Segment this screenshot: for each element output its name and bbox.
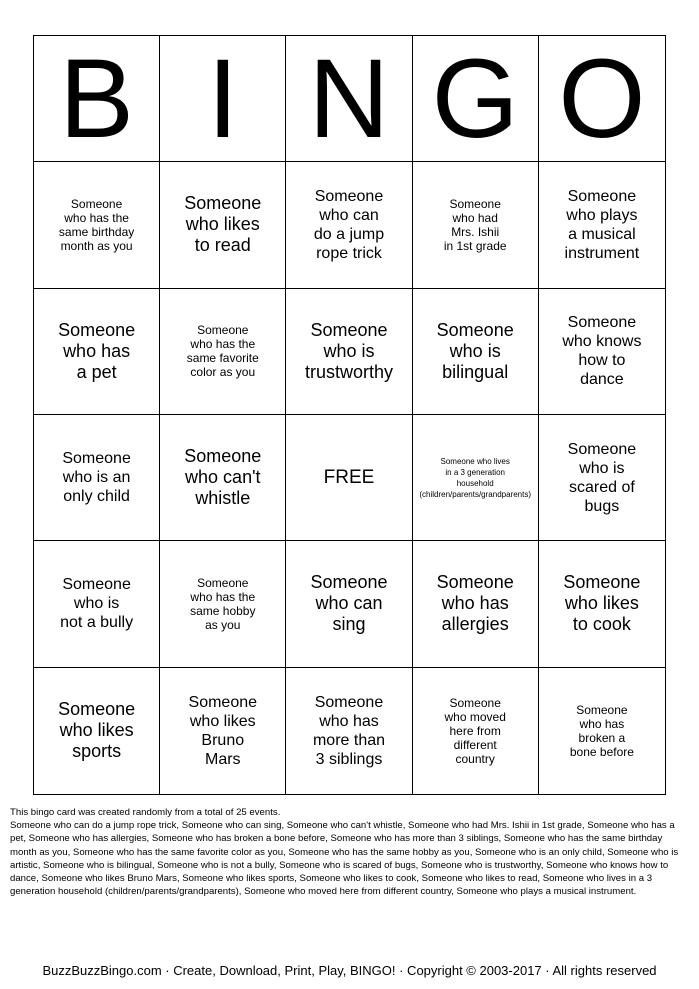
notes-events-list: Someone who can do a jump rope trick, Someone who can sing, Someone who can't whistle, Someone who had Mrs. Ishii in 1st grade, Someone who has a pet, Someone who has allergies, Someone who has broken a bone before, Someone who has more than 3 siblings, Someone who has the same birthday month as you, Someone who has the same favorite color as you, Someone who has the same hobby as you, Someone who is an only child, Someone who is artistic, Someone who is bilingual, Someone who is not a bully, Someone who is scared of bugs, Someone who is trustworthy, Someone who knows how to dance, Someone who likes Bruno Mars, Someone who likes sports, Someone who likes to cook, Someone who likes to read, Someone who lives in a 3 generation household (children/parents/grandparents), Someone who moved here from different country, Someone who plays a musical instrument. [10, 820, 679, 898]
bingo-cell [286, 162, 412, 288]
bingo-cell [286, 289, 412, 415]
bingo-cell [539, 162, 665, 288]
cell-text: Someone who can do a jump rope trick [313, 187, 385, 262]
free-space [286, 415, 412, 541]
bingo-cell [34, 541, 160, 667]
cell-text: Someone who has allergies [436, 572, 514, 635]
header-o: O [539, 36, 665, 162]
bingo-cell [160, 415, 286, 541]
cell-text: Someone who likes sports [58, 699, 136, 762]
cell-text: Someone who is scared of bugs [567, 440, 637, 515]
bingo-cell [539, 541, 665, 667]
header-g: G [413, 36, 539, 162]
bingo-cell [160, 668, 286, 794]
cell-text: Someone who has more than 3 siblings [312, 693, 386, 768]
bingo-cell [539, 415, 665, 541]
cell-text: Someone who is not a bully [60, 576, 134, 632]
bingo-cell [160, 289, 286, 415]
cell-text: Someone who plays a musical instrument [564, 187, 640, 262]
cell-text: Someone who can sing [310, 572, 388, 635]
cell-text: Someone who likes to read [184, 193, 262, 256]
cell-text: FREE [323, 466, 375, 488]
bingo-cell [34, 415, 160, 541]
cell-text: Someone who had Mrs. Ishii in 1st grade [443, 196, 507, 253]
bingo-cell [160, 162, 286, 288]
bingo-cell [34, 162, 160, 288]
bingo-cell [539, 668, 665, 794]
bingo-cell [413, 415, 539, 541]
cell-text: Someone who has the same hobby as you [190, 575, 256, 632]
cell-text: Someone who has a pet [58, 319, 136, 382]
bingo-cell [34, 668, 160, 794]
header-i: I [160, 36, 286, 162]
bingo-cell [413, 162, 539, 288]
cell-text: Someone who likes to cook [563, 572, 641, 635]
cell-text: Someone who is an only child [62, 450, 131, 506]
notes-intro: This bingo card was created randomly from a total of 25 events. [10, 807, 281, 818]
cell-text: Someone who is trustworthy [304, 319, 393, 382]
footer-copyright: BuzzBuzzBingo.com · Create, Download, Print, Play, BINGO! · Copyright © 2003-2017 · All rights reserved [42, 963, 657, 978]
bingo-cell [286, 541, 412, 667]
cell-text: Someone who is bilingual [436, 319, 514, 382]
bingo-cell [539, 289, 665, 415]
bingo-cell [286, 668, 412, 794]
cell-text: Someone who has the same favorite color as you [186, 323, 259, 380]
bingo-cell [413, 541, 539, 667]
bingo-cell [413, 289, 539, 415]
bingo-cell [160, 541, 286, 667]
bingo-cell [34, 289, 160, 415]
bingo-cell [413, 668, 539, 794]
bingo-grid [33, 35, 666, 795]
header-n: N [286, 36, 412, 162]
cell-text: Someone who likes Bruno Mars [188, 693, 258, 768]
events-notes [10, 806, 690, 898]
cell-text: Someone who moved here from different country [444, 695, 506, 766]
cell-text: Someone who has broken a bone before [569, 702, 634, 759]
cell-text: Someone who knows how to dance [562, 314, 642, 389]
cell-text: Someone who lives in a 3 generation household (children/parents/grandparents) [419, 456, 531, 499]
header-b: B [34, 36, 160, 162]
bingo-card [33, 35, 666, 795]
cell-text: Someone who can't whistle [184, 446, 262, 509]
cell-text: Someone who has the same birthday month as you [58, 196, 135, 253]
